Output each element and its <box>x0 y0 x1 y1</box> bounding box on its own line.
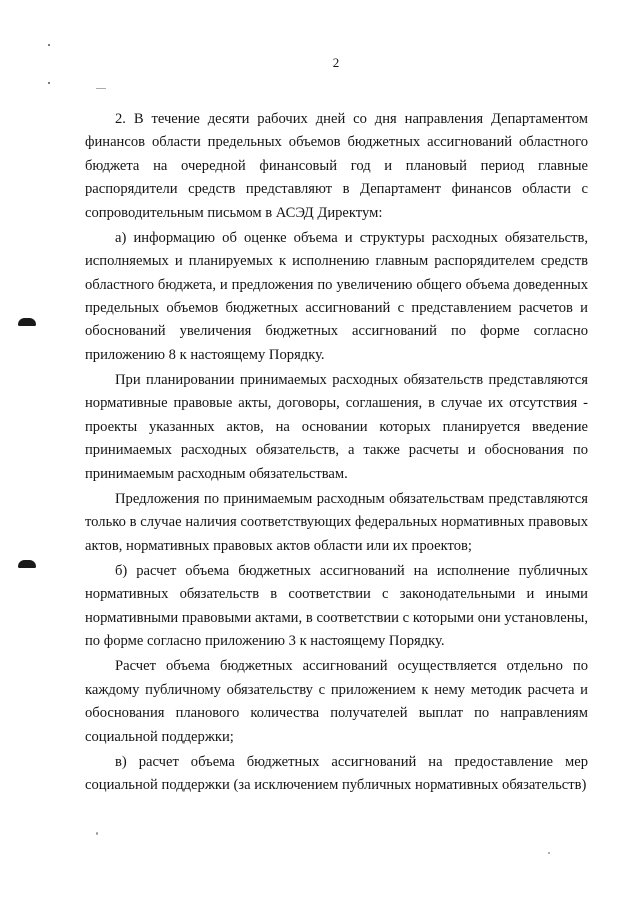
scan-mark-bottom <box>18 560 36 568</box>
paragraph: в) расчет объема бюджетных ассигнований на предоставление мер социальной поддержки (за исключением публичных нормативных обязательств) <box>85 753 588 794</box>
scan-speck <box>48 82 50 84</box>
scan-speck <box>48 44 50 46</box>
scan-speck <box>548 852 550 854</box>
paragraph: б) расчет объема бюджетных ассигнований на исполнение публичных нормативных обязательств в соответствии с законодательными и иными нормативными правовыми актами, в соответствии с которыми они установлены, по форме согласно приложению 3 к настоящему Порядку. <box>85 562 588 650</box>
paragraph: а) информацию об оценке объема и структуры расходных обязательств, исполняемых и планируемых к исполнению главным распорядителем средств областного бюджета, и предложения по увеличению общего объема доведенных предельных объемов бюджетных ассигнований с представлением расчетов и обоснований увеличения бюджетных ассигнований по форме согласно приложению 8 к настоящему Порядку. <box>85 229 588 363</box>
page-number: 2 <box>332 55 340 70</box>
paragraph: Предложения по принимаемым расходным обязательствам представляются только в случае наличия соответствующих федеральных нормативных правовых актов, нормативных правовых актов области или их проектов; <box>85 490 588 554</box>
paragraph: При планировании принимаемых расходных обязательств представляются нормативные правовые акты, договоры, соглашения, в случае их отсутствия - проекты указанных актов, на основании которых планируется введение принимаемых расходных обязательств, а также расчеты и обоснования по принимаемым расходным обязательствам. <box>85 372 588 482</box>
document-body <box>85 108 588 799</box>
paragraph: 2. В течение десяти рабочих дней со дня направления Департаментом финансов области предельных объемов бюджетных ассигнований областного бюджета на очередной финансовый год и плановый период главные распорядители средств представляют в Департамент финансов области с сопроводительным письмом в АСЭД Директум: <box>85 111 588 221</box>
scan-mark-top <box>18 318 36 326</box>
paragraph: Расчет объема бюджетных ассигнований осуществляется отдельно по каждому публичному обязательству с приложением к нему методик расчета и обоснования планового количества получателей выплат по направлениям социальной поддержки; <box>85 658 588 745</box>
scan-speck <box>96 88 106 89</box>
scan-speck <box>96 832 98 835</box>
